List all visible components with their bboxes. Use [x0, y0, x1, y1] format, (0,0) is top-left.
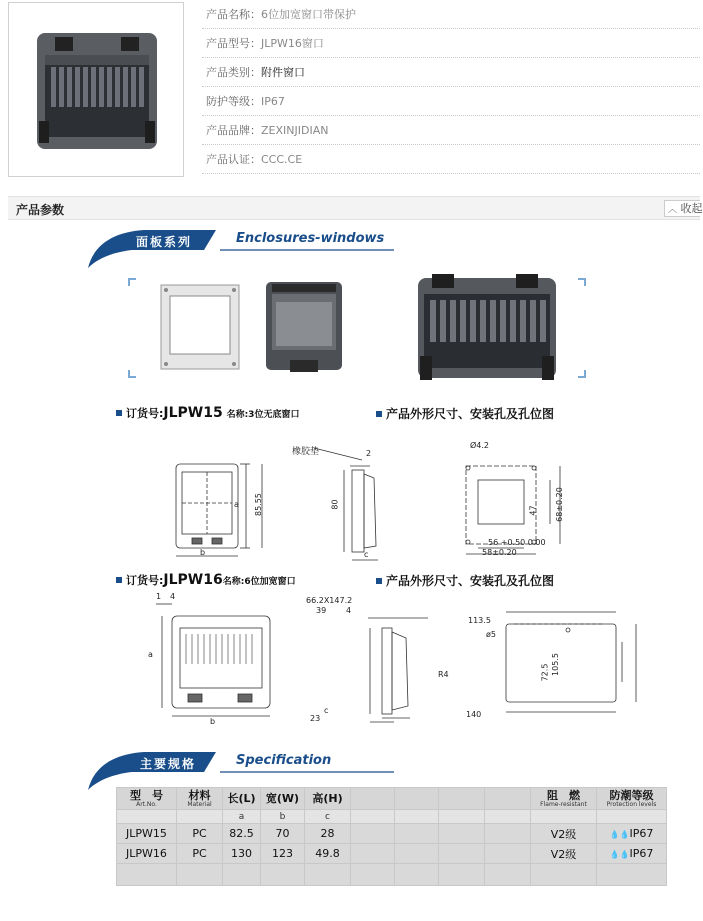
dim2-23: 23 — [310, 714, 321, 723]
banner-en-label: Enclosures-windows — [236, 231, 385, 246]
table-row: JLPW16 PC 130 123 49.8 V2级 💧💧IP67 — [117, 844, 667, 864]
spec-table — [116, 787, 667, 886]
order-line-jlpw15: 订货号:JLPW15 名称:3位无底窗口 — [116, 405, 299, 421]
info-row-certification: 产品认证：CCC.CE — [202, 145, 700, 174]
dim2-b: b — [210, 717, 216, 726]
info-row-category: 产品类别：附件窗口 — [202, 58, 700, 87]
photo-jlpw16 — [416, 272, 558, 384]
product-photo — [9, 3, 183, 176]
dim-a: a — [234, 500, 239, 509]
dim-47: 47 — [528, 505, 538, 516]
dim-gasket: 橡胶垫 — [292, 447, 320, 457]
dim-80: 80 — [330, 499, 340, 510]
spec-header-row: 型 号 Art.No. 材料 Material 长(L) 宽(W) 高(H) 阻 燃 Flame-resistant 防潮等级 Protection levels — [117, 788, 667, 810]
dim2-4b: 4 — [346, 606, 352, 615]
info-row-protection: 防护等级：IP67 — [202, 87, 700, 116]
frame-corner — [128, 278, 136, 286]
figure-title-1: 产品外形尺寸、安装孔及孔位图 — [376, 405, 554, 422]
order-line-jlpw16: 订货号:JLPW16名称:6位加宽窗口 — [116, 572, 296, 588]
dim-c: c — [364, 550, 369, 559]
bullet-square — [116, 577, 122, 583]
dim-phi42: Ø4.2 — [470, 441, 490, 450]
spec-subheader-row: a b c — [117, 810, 667, 824]
photo-jlpw15 — [264, 280, 346, 378]
bullet-square — [376, 411, 382, 417]
bullet-square — [376, 578, 382, 584]
banner-enclosures — [84, 224, 414, 252]
section-header — [8, 196, 703, 220]
frame-corner — [578, 278, 586, 286]
collapse-label: 收起 — [680, 202, 703, 215]
info-row-model: 产品型号：JLPW16窗口 — [202, 29, 700, 58]
figure-title-2: 产品外形尺寸、安装孔及孔位图 — [376, 572, 554, 589]
dim-85: 85.55 — [254, 493, 263, 516]
dim2-a: a — [148, 650, 153, 659]
dim-58: 58±0.20 — [482, 548, 517, 557]
banner-specification — [84, 746, 414, 774]
info-row-name: 产品名称：6位加宽窗口带保护 — [202, 0, 700, 29]
banner-cn-label: 主要规格 — [140, 757, 197, 771]
frame-corner — [128, 370, 136, 378]
product-info — [202, 0, 700, 174]
dim2-113: 113.5 — [468, 616, 491, 625]
dim2-39: 39 — [316, 606, 327, 615]
dim2-72: 72.5 — [540, 663, 550, 682]
info-row-brand: 产品品牌：ZEXINJIDIAN — [202, 116, 700, 145]
banner-en-label: Specification — [236, 753, 332, 768]
table-row: JLPW15 PC 82.5 70 28 V2级 💧💧IP67 — [117, 824, 667, 844]
frame-corner — [578, 370, 586, 378]
dim2-c: c — [324, 706, 329, 715]
dim-b: b — [200, 548, 206, 557]
dim2-phi5: ø5 — [486, 630, 496, 639]
chevron-up-icon: ︿ — [668, 205, 678, 215]
dim2-140: 140 — [466, 710, 482, 719]
product-thumbnail[interactable] — [8, 2, 184, 177]
photo-frame-plate — [160, 284, 242, 372]
dim2-r4: R4 — [438, 670, 449, 679]
water-drops-icon: 💧💧 — [609, 850, 630, 859]
collapse-button[interactable] — [664, 200, 703, 217]
section-title: 产品参数 — [16, 203, 65, 217]
bullet-square — [116, 410, 122, 416]
dim-56: 56 +0.50 0.00 — [488, 538, 546, 547]
dim-68: 68±0.20 — [554, 487, 564, 522]
banner-cn-label: 面板系列 — [136, 235, 193, 249]
dim-2: 2 — [366, 449, 372, 458]
dim2-4: 4 — [170, 592, 176, 601]
table-row — [117, 864, 667, 886]
dim2-1: 1 — [156, 592, 162, 601]
dim2-105: 105.5 — [550, 653, 560, 676]
dim2-size: 66.2X147.2 — [306, 596, 353, 605]
water-drops-icon: 💧💧 — [609, 830, 630, 839]
